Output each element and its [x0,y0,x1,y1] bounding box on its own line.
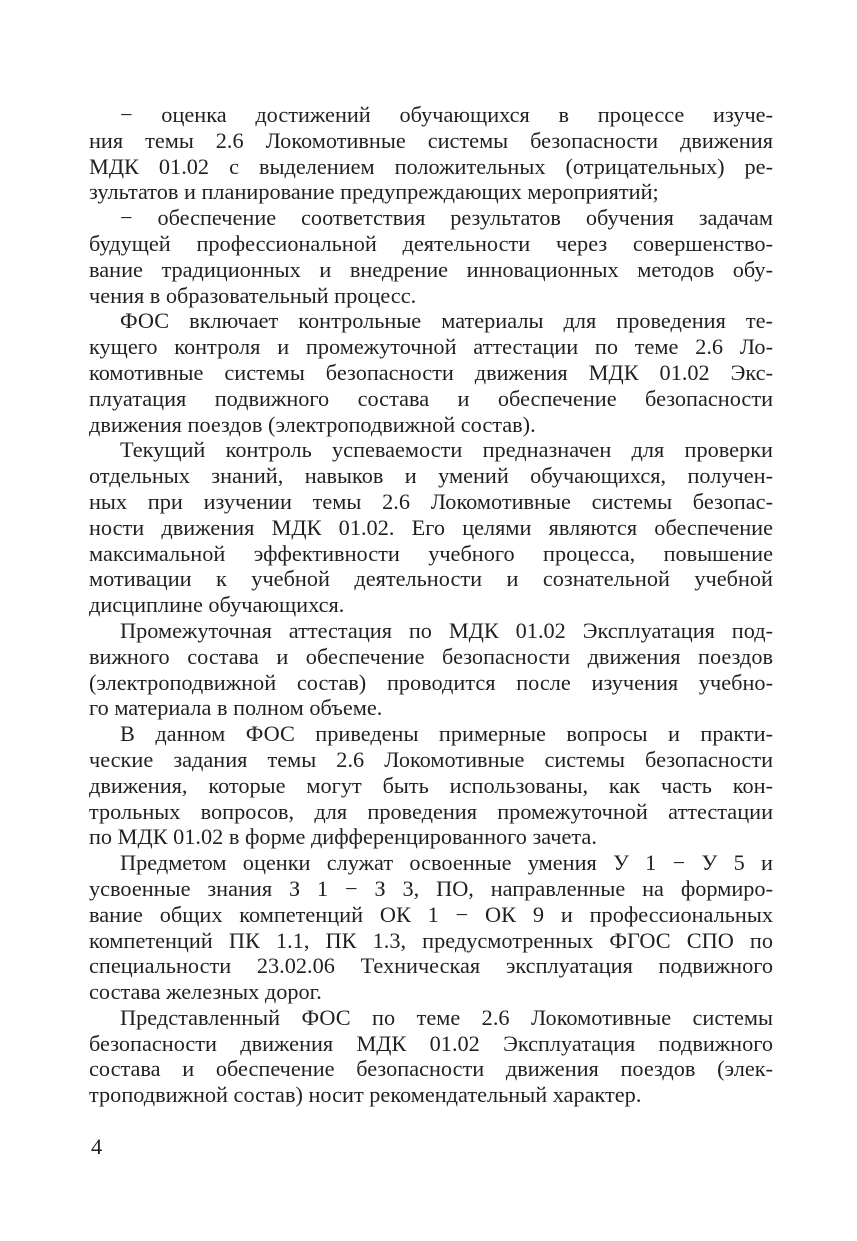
page-number: 4 [91,1134,103,1159]
text-line: ности движения МДК 01.02. Его целями являются обеспечение [89,514,773,540]
text-line: безопасности движения МДК 01.02 Эксплуатация подвижного [89,1030,773,1056]
text-line: ческие задания темы 2.6 Локомотивные системы безопасности [89,746,773,772]
text-line: трольных вопросов, для проведения промежуточной аттестации [89,798,773,824]
text-line: вание традиционных и внедрение инновационных методов обу- [89,256,773,282]
text-line: го материала в полном объеме. [89,695,383,721]
text-line: вижного состава и обеспечение безопасности движения поездов [89,643,773,669]
paragraph [89,618,773,721]
text-line: движения, которые могут быть использованы, как часть кон- [89,772,773,798]
text-line: вание общих компетенций ОК 1 − ОК 9 и профессиональных [89,901,773,927]
text-line: Представленный ФОС по теме 2.6 Локомотивные системы [120,1004,773,1030]
text-line: по МДК 01.02 в форме дифференцированного зачета. [89,824,597,850]
text-line: комотивные системы безопасности движения МДК 01.02 Экс- [89,359,773,385]
paragraph [89,721,773,850]
text-line: ных при изучении темы 2.6 Локомотивные системы безопас- [89,488,773,514]
text-line: состава и обеспечение безопасности движения поездов (элек- [89,1056,773,1082]
text-line: МДК 01.02 с выделением положительных (отрицательных) ре- [89,153,773,179]
text-line: движения поездов (электроподвижной состав). [89,411,536,437]
text-line: − обеспечение соответствия результатов обучения задачам [120,205,773,231]
text-line: специальности 23.02.06 Техническая эксплуатация подвижного [89,953,773,979]
text-line: будущей профессиональной деятельности через совершенство- [89,230,773,256]
text-line: компетенций ПК 1.1, ПК 1.3, предусмотренных ФГОС СПО по [89,927,773,953]
text-line: чения в образовательный процесс. [89,282,417,308]
paragraph [89,1005,773,1108]
text-line: троподвижной состав) носит рекомендательный характер. [89,1082,642,1108]
text-line: Промежуточная аттестация по МДК 01.02 Эксплуатация под- [120,617,773,643]
text-line: дисциплине обучающихся. [89,592,345,618]
paragraph [89,102,773,205]
paragraph [89,205,773,308]
paragraph [89,437,773,618]
text-line: Текущий контроль успеваемости предназначен для проверки [120,437,773,463]
text-line: зультатов и планирование предупреждающих мероприятий; [89,179,659,205]
text-line: плуатация подвижного состава и обеспечение безопасности [89,385,773,411]
body-text [89,102,773,1108]
paragraph [89,850,773,1005]
text-line: Предметом оценки служат освоенные умения У 1 − У 5 и [120,850,773,876]
text-line: отдельных знаний, навыков и умений обучающихся, получен- [89,463,773,489]
paragraph [89,308,773,437]
text-line: ФОС включает контрольные материалы для проведения те- [120,308,773,334]
text-line: В данном ФОС приведены примерные вопросы и практи- [120,721,773,747]
text-line: кущего контроля и промежуточной аттестации по теме 2.6 Ло- [89,334,773,360]
text-line: максимальной эффективности учебного процесса, повышение [89,540,773,566]
text-line: (электроподвижной состав) проводится после изучения учебно- [89,669,773,695]
text-line: мотивации к учебной деятельности и сознательной учебной [89,566,773,592]
text-line: ния темы 2.6 Локомотивные системы безопасности движения [89,127,773,153]
text-line: состава железных дорог. [89,979,322,1005]
text-line: усвоенные знания З 1 − З 3, ПО, направленные на формиро- [89,875,773,901]
text-line: − оценка достижений обучающихся в процессе изуче- [120,102,773,127]
